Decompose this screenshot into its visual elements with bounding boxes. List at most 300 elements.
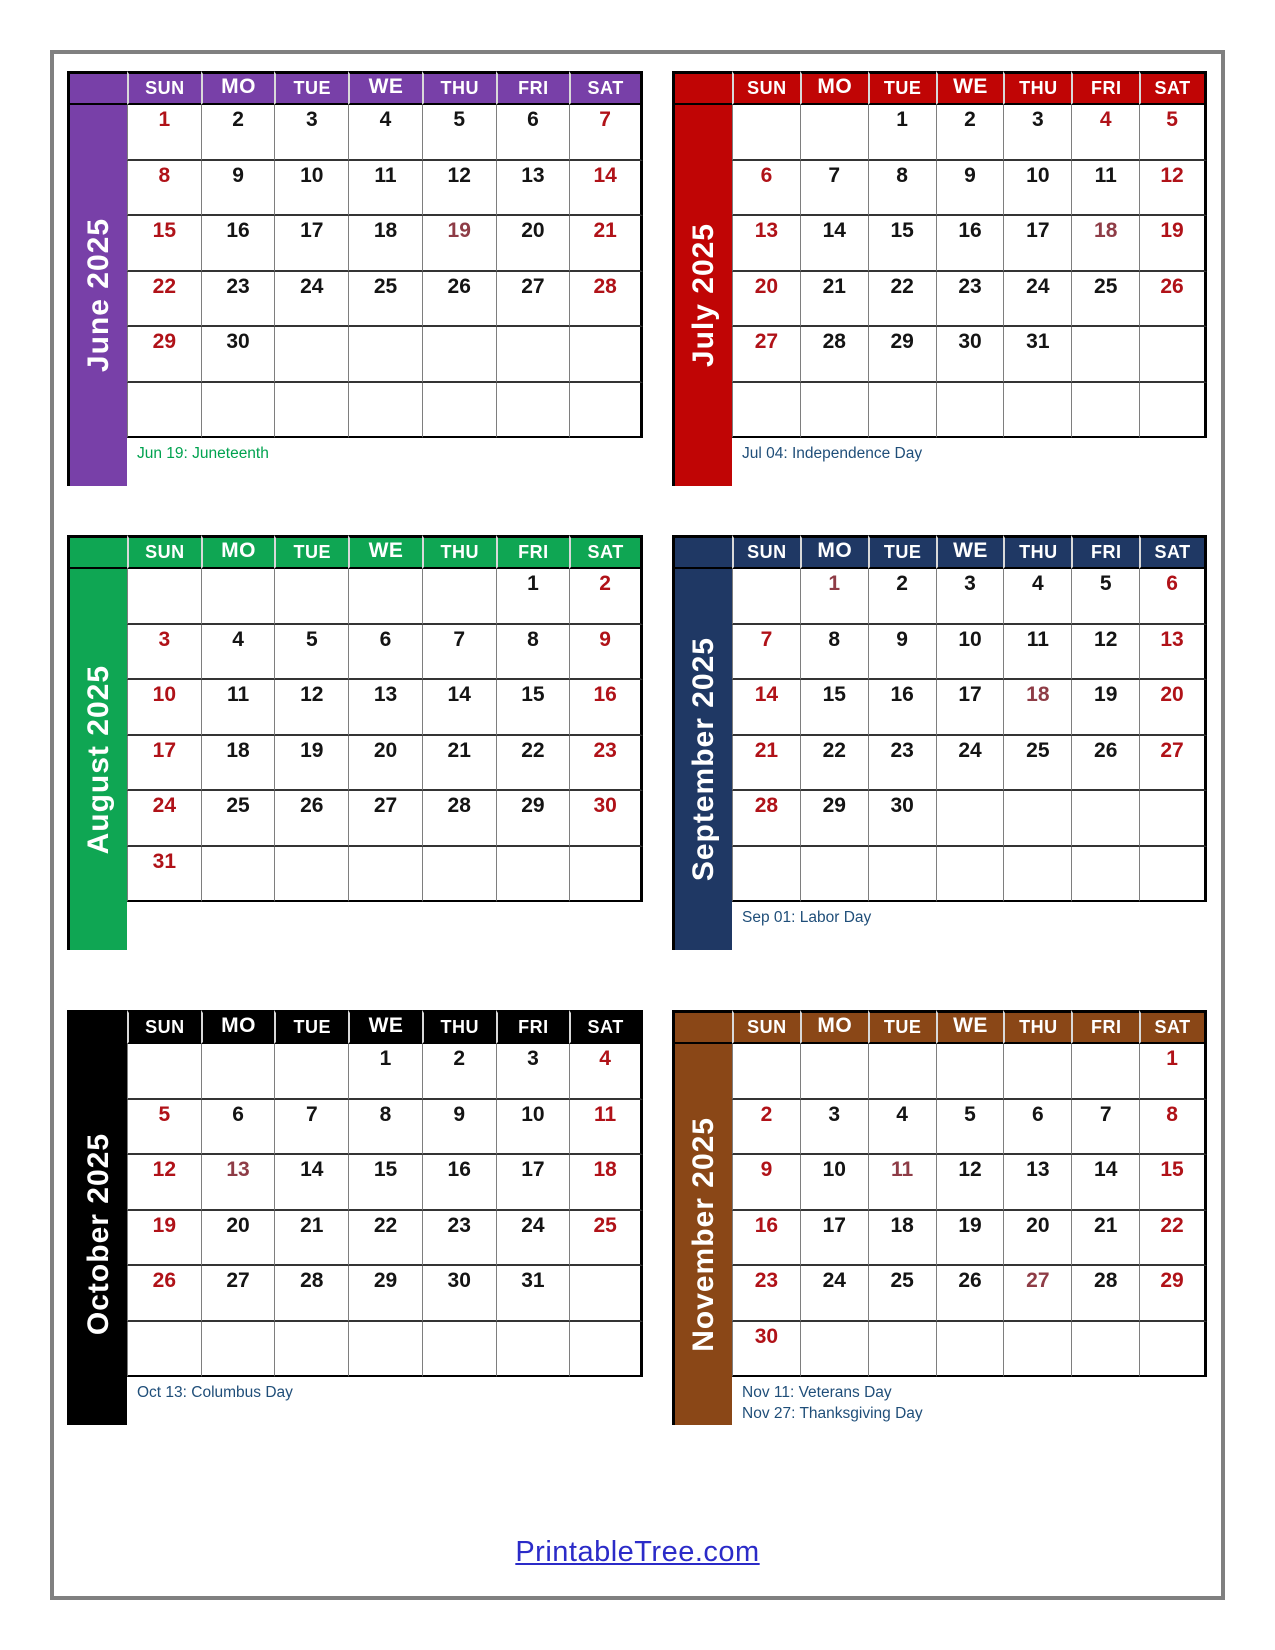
day-cell: 29 [868,327,936,383]
day-cell: 10 [800,1155,868,1211]
day-cell: 24 [936,736,1004,792]
weekday-header-label: THU [1019,542,1058,562]
weekday-header [1071,71,1139,105]
weekday-header-label: TUE [293,1017,332,1037]
day-cell: 28 [1071,1266,1139,1322]
day-cell: 29 [496,791,570,847]
day-cell: 28 [274,1266,348,1322]
empty-day-cell [1071,383,1139,439]
weekday-header-label: THU [440,1017,479,1037]
day-cell: 31 [1003,327,1071,383]
day-cell: 4 [1003,569,1071,625]
day-cell: 7 [732,625,800,681]
weekday-header-label: SUN [747,78,787,98]
weekday-header [127,535,201,569]
empty-day-cell [936,1044,1004,1100]
empty-day-cell [800,1044,868,1100]
month-sidebar [67,1044,127,1425]
empty-day-cell [800,847,868,903]
empty-day-cell [569,1266,643,1322]
printabletree-link[interactable]: PrintableTree.com [515,1536,760,1568]
header-corner [67,535,127,569]
weekday-header [201,1010,275,1044]
day-cell: 1 [348,1044,422,1100]
weekday-header-label: SAT [587,1017,624,1037]
empty-day-cell [496,383,570,439]
month-october [67,1010,643,1425]
weekday-header-label: WE [953,538,988,562]
weekday-header [569,1010,643,1044]
day-cell: 21 [569,216,643,272]
weekday-header-label: THU [1019,78,1058,98]
day-cell: 23 [569,736,643,792]
day-cell: 13 [496,161,570,217]
weekday-header-label: SAT [587,542,624,562]
day-cell: 3 [1003,105,1071,161]
weekday-header [936,71,1004,105]
day-cell: 29 [800,791,868,847]
day-cell: 26 [1139,272,1207,328]
day-cell: 9 [201,161,275,217]
weekday-header-label: WE [368,1013,404,1037]
month-sidebar [672,569,732,950]
day-cell: 19 [1071,680,1139,736]
day-cell: 4 [569,1044,643,1100]
empty-day-cell [569,847,643,903]
day-cell: 26 [274,791,348,847]
weekday-header [1139,1010,1207,1044]
weekday-header-label: THU [440,542,479,562]
day-cell: 26 [127,1266,201,1322]
day-cell: 5 [422,105,496,161]
day-cell: 15 [800,680,868,736]
day-cell: 15 [868,216,936,272]
empty-day-cell [422,383,496,439]
holiday-note: Nov 11: Veterans Day [742,1384,892,1401]
day-cell: 4 [348,105,422,161]
weekday-header-label: SUN [145,78,185,98]
empty-day-cell [127,569,201,625]
day-cell: 30 [569,791,643,847]
day-cell: 3 [496,1044,570,1100]
day-cell: 30 [201,327,275,383]
weekday-header [868,1010,936,1044]
day-cell: 27 [1139,736,1207,792]
day-cell: 21 [800,272,868,328]
day-cell: 1 [127,105,201,161]
day-cell: 29 [1139,1266,1207,1322]
empty-day-cell [1139,383,1207,439]
day-cell: 24 [496,1211,570,1267]
day-cell: 12 [422,161,496,217]
empty-day-cell [422,847,496,903]
weekday-header-label: FRI [1090,78,1122,98]
weekday-header-label: TUE [883,1017,922,1037]
day-cell: 3 [127,625,201,681]
day-cell: 3 [936,569,1004,625]
day-cell: 20 [1003,1211,1071,1267]
day-cell: 10 [936,625,1004,681]
day-cell: 10 [1003,161,1071,217]
weekday-header-label: SUN [145,1017,185,1037]
day-cell: 20 [201,1211,275,1267]
day-cell: 30 [936,327,1004,383]
day-cell: 25 [1003,736,1071,792]
day-cell: 2 [732,1100,800,1156]
day-cell: 6 [496,105,570,161]
day-cell: 22 [127,272,201,328]
weekday-header [127,1010,201,1044]
day-cell: 6 [1003,1100,1071,1156]
holiday-notes [127,1377,643,1425]
day-cell: 17 [1003,216,1071,272]
month-label: November 2025 [686,1117,720,1352]
holiday-note: Nov 27: Thanksgiving Day [742,1405,923,1422]
day-cell: 2 [868,569,936,625]
weekday-header-label: MO [817,1013,853,1037]
header-corner [672,535,732,569]
weekday-header [1071,535,1139,569]
empty-day-cell [1139,791,1207,847]
day-cell: 19 [936,1211,1004,1267]
day-cell: 21 [274,1211,348,1267]
day-cell: 16 [569,680,643,736]
day-cell: 30 [422,1266,496,1322]
empty-day-cell [569,1322,643,1378]
weekday-header-label: FRI [1090,542,1122,562]
header-corner [67,1010,127,1044]
day-cell: 1 [496,569,570,625]
day-cell: 6 [201,1100,275,1156]
day-cell: 8 [800,625,868,681]
empty-day-cell [348,847,422,903]
weekday-header [569,535,643,569]
day-cell: 18 [348,216,422,272]
day-cell: 1 [1139,1044,1207,1100]
empty-day-cell [1139,847,1207,903]
weekday-header [496,535,570,569]
day-cell: 25 [348,272,422,328]
day-cell: 15 [496,680,570,736]
day-cell: 23 [732,1266,800,1322]
weekday-header [274,535,348,569]
day-cell: 30 [868,791,936,847]
day-cell: 13 [732,216,800,272]
empty-day-cell [800,1322,868,1378]
day-cell: 19 [127,1211,201,1267]
weekday-header [732,1010,800,1044]
day-cell: 14 [800,216,868,272]
day-cell: 2 [569,569,643,625]
day-cell: 9 [422,1100,496,1156]
day-cell: 18 [1003,680,1071,736]
header-corner [672,71,732,105]
empty-day-cell [274,1322,348,1378]
empty-day-cell [1071,327,1139,383]
day-cell: 12 [1071,625,1139,681]
header-corner [67,71,127,105]
day-cell: 10 [496,1100,570,1156]
weekday-header-label: SUN [145,542,185,562]
empty-day-cell [201,383,275,439]
day-cell: 4 [201,625,275,681]
weekday-header [569,71,643,105]
day-cell: 5 [1139,105,1207,161]
day-cell: 27 [348,791,422,847]
day-cell: 30 [732,1322,800,1378]
day-cell: 16 [422,1155,496,1211]
empty-day-cell [936,791,1004,847]
day-cell: 5 [1071,569,1139,625]
empty-day-cell [868,1044,936,1100]
weekday-header [800,71,868,105]
day-cell: 18 [569,1155,643,1211]
weekday-header-label: SAT [1154,542,1191,562]
weekday-header [348,71,422,105]
day-cell: 17 [496,1155,570,1211]
day-cell: 11 [1003,625,1071,681]
day-cell: 5 [936,1100,1004,1156]
day-cell: 12 [1139,161,1207,217]
day-cell: 6 [1139,569,1207,625]
day-cell: 23 [936,272,1004,328]
day-cell: 17 [936,680,1004,736]
holiday-note: Oct 13: Columbus Day [137,1384,293,1401]
day-cell: 5 [127,1100,201,1156]
weekday-header [274,1010,348,1044]
weekday-header [348,1010,422,1044]
month-sidebar [67,105,127,486]
day-cell: 13 [348,680,422,736]
empty-day-cell [348,569,422,625]
month-november [672,1010,1207,1425]
day-cell: 29 [127,327,201,383]
empty-day-cell [1071,847,1139,903]
day-cell: 16 [868,680,936,736]
weekday-header [732,535,800,569]
day-cell: 8 [868,161,936,217]
header-corner [672,1010,732,1044]
day-cell: 2 [936,105,1004,161]
weekday-header [496,1010,570,1044]
weekday-header-label: MO [221,538,256,562]
weekday-header-label: SAT [1154,78,1191,98]
weekday-header [800,535,868,569]
day-cell: 11 [201,680,275,736]
weekday-header-label: MO [817,538,853,562]
empty-day-cell [274,1044,348,1100]
month-sidebar [67,569,127,950]
day-cell: 17 [800,1211,868,1267]
weekday-header-label: FRI [518,78,549,98]
day-cell: 16 [732,1211,800,1267]
holiday-note: Jul 04: Independence Day [742,445,923,462]
holiday-notes [732,902,1207,950]
weekday-header-label: WE [368,538,404,562]
weekday-header [868,71,936,105]
weekday-header-label: TUE [883,78,922,98]
day-cell: 20 [732,272,800,328]
day-cell: 13 [201,1155,275,1211]
day-cell: 8 [496,625,570,681]
day-cell: 9 [569,625,643,681]
empty-day-cell [1003,791,1071,847]
day-cell: 13 [1139,625,1207,681]
weekday-header-label: SUN [747,542,787,562]
empty-day-cell [274,327,348,383]
empty-day-cell [936,847,1004,903]
month-june [67,71,643,486]
empty-day-cell [274,847,348,903]
day-cell: 14 [274,1155,348,1211]
day-cell: 2 [422,1044,496,1100]
empty-day-cell [1071,1322,1139,1378]
empty-day-cell [348,383,422,439]
day-cell: 2 [201,105,275,161]
weekday-header [348,535,422,569]
weekday-header [422,535,496,569]
weekday-header [1071,1010,1139,1044]
empty-day-cell [732,847,800,903]
day-cell: 27 [732,327,800,383]
empty-day-cell [201,847,275,903]
day-cell: 5 [274,625,348,681]
day-cell: 22 [348,1211,422,1267]
weekday-header-label: SUN [747,1017,787,1037]
empty-day-cell [201,569,275,625]
day-cell: 16 [936,216,1004,272]
weekday-header [800,1010,868,1044]
weekday-header-label: MO [221,1013,256,1037]
empty-day-cell [127,383,201,439]
day-cell: 23 [868,736,936,792]
weekday-header [422,71,496,105]
month-label: September 2025 [686,637,720,882]
day-cell: 8 [127,161,201,217]
weekday-header [201,535,275,569]
day-cell: 18 [1071,216,1139,272]
day-cell: 22 [800,736,868,792]
day-cell: 1 [868,105,936,161]
day-cell: 15 [1139,1155,1207,1211]
empty-day-cell [1071,791,1139,847]
day-cell: 7 [422,625,496,681]
day-cell: 21 [732,736,800,792]
weekday-header [201,71,275,105]
day-cell: 11 [868,1155,936,1211]
weekday-header [1139,535,1207,569]
month-august [67,535,643,950]
weekday-header-label: MO [221,74,256,98]
month-label: July 2025 [686,223,720,368]
empty-day-cell [422,1322,496,1378]
day-cell: 17 [274,216,348,272]
month-label: October 2025 [81,1133,115,1336]
day-cell: 4 [1071,105,1139,161]
day-cell: 29 [348,1266,422,1322]
holiday-note: Sep 01: Labor Day [742,909,872,926]
day-cell: 10 [274,161,348,217]
day-cell: 23 [422,1211,496,1267]
holiday-note: Jun 19: Juneteenth [137,445,269,462]
day-cell: 12 [274,680,348,736]
empty-day-cell [1139,327,1207,383]
empty-day-cell [274,383,348,439]
month-label: June 2025 [81,218,115,373]
day-cell: 14 [732,680,800,736]
weekday-header [1003,535,1071,569]
weekday-header-label: TUE [293,542,332,562]
empty-day-cell [936,1322,1004,1378]
day-cell: 6 [732,161,800,217]
weekday-header-label: FRI [1090,1017,1122,1037]
footer [0,1536,1275,1569]
day-cell: 14 [1071,1155,1139,1211]
day-cell: 28 [800,327,868,383]
weekday-header-label: WE [953,1013,988,1037]
day-cell: 13 [1003,1155,1071,1211]
month-label: August 2025 [81,664,115,855]
empty-day-cell [201,1322,275,1378]
day-cell: 7 [1071,1100,1139,1156]
day-cell: 15 [127,216,201,272]
day-cell: 25 [1071,272,1139,328]
empty-day-cell [127,1322,201,1378]
empty-day-cell [348,327,422,383]
empty-day-cell [496,327,570,383]
weekday-header-label: SAT [587,78,624,98]
day-cell: 7 [800,161,868,217]
empty-day-cell [732,1044,800,1100]
day-cell: 31 [127,847,201,903]
day-cell: 10 [127,680,201,736]
weekday-header [422,1010,496,1044]
weekday-header [1003,71,1071,105]
weekday-header-label: WE [368,74,404,98]
empty-day-cell [800,383,868,439]
weekday-header-label: WE [953,74,988,98]
day-cell: 26 [1071,736,1139,792]
day-cell: 26 [936,1266,1004,1322]
day-cell: 27 [496,272,570,328]
empty-day-cell [496,1322,570,1378]
day-cell: 25 [868,1266,936,1322]
weekday-header [936,535,1004,569]
weekday-header-label: MO [817,74,853,98]
day-cell: 19 [1139,216,1207,272]
weekday-header-label: TUE [293,78,332,98]
day-cell: 27 [201,1266,275,1322]
day-cell: 19 [422,216,496,272]
day-cell: 19 [274,736,348,792]
day-cell: 28 [422,791,496,847]
day-cell: 21 [422,736,496,792]
weekday-header [1003,1010,1071,1044]
holiday-notes [127,902,643,950]
day-cell: 27 [1003,1266,1071,1322]
weekday-header [1139,71,1207,105]
empty-day-cell [348,1322,422,1378]
day-cell: 7 [274,1100,348,1156]
day-cell: 22 [496,736,570,792]
day-cell: 31 [496,1266,570,1322]
day-cell: 9 [732,1155,800,1211]
day-cell: 28 [732,791,800,847]
day-cell: 25 [201,791,275,847]
day-cell: 20 [348,736,422,792]
empty-day-cell [1003,383,1071,439]
day-cell: 3 [274,105,348,161]
